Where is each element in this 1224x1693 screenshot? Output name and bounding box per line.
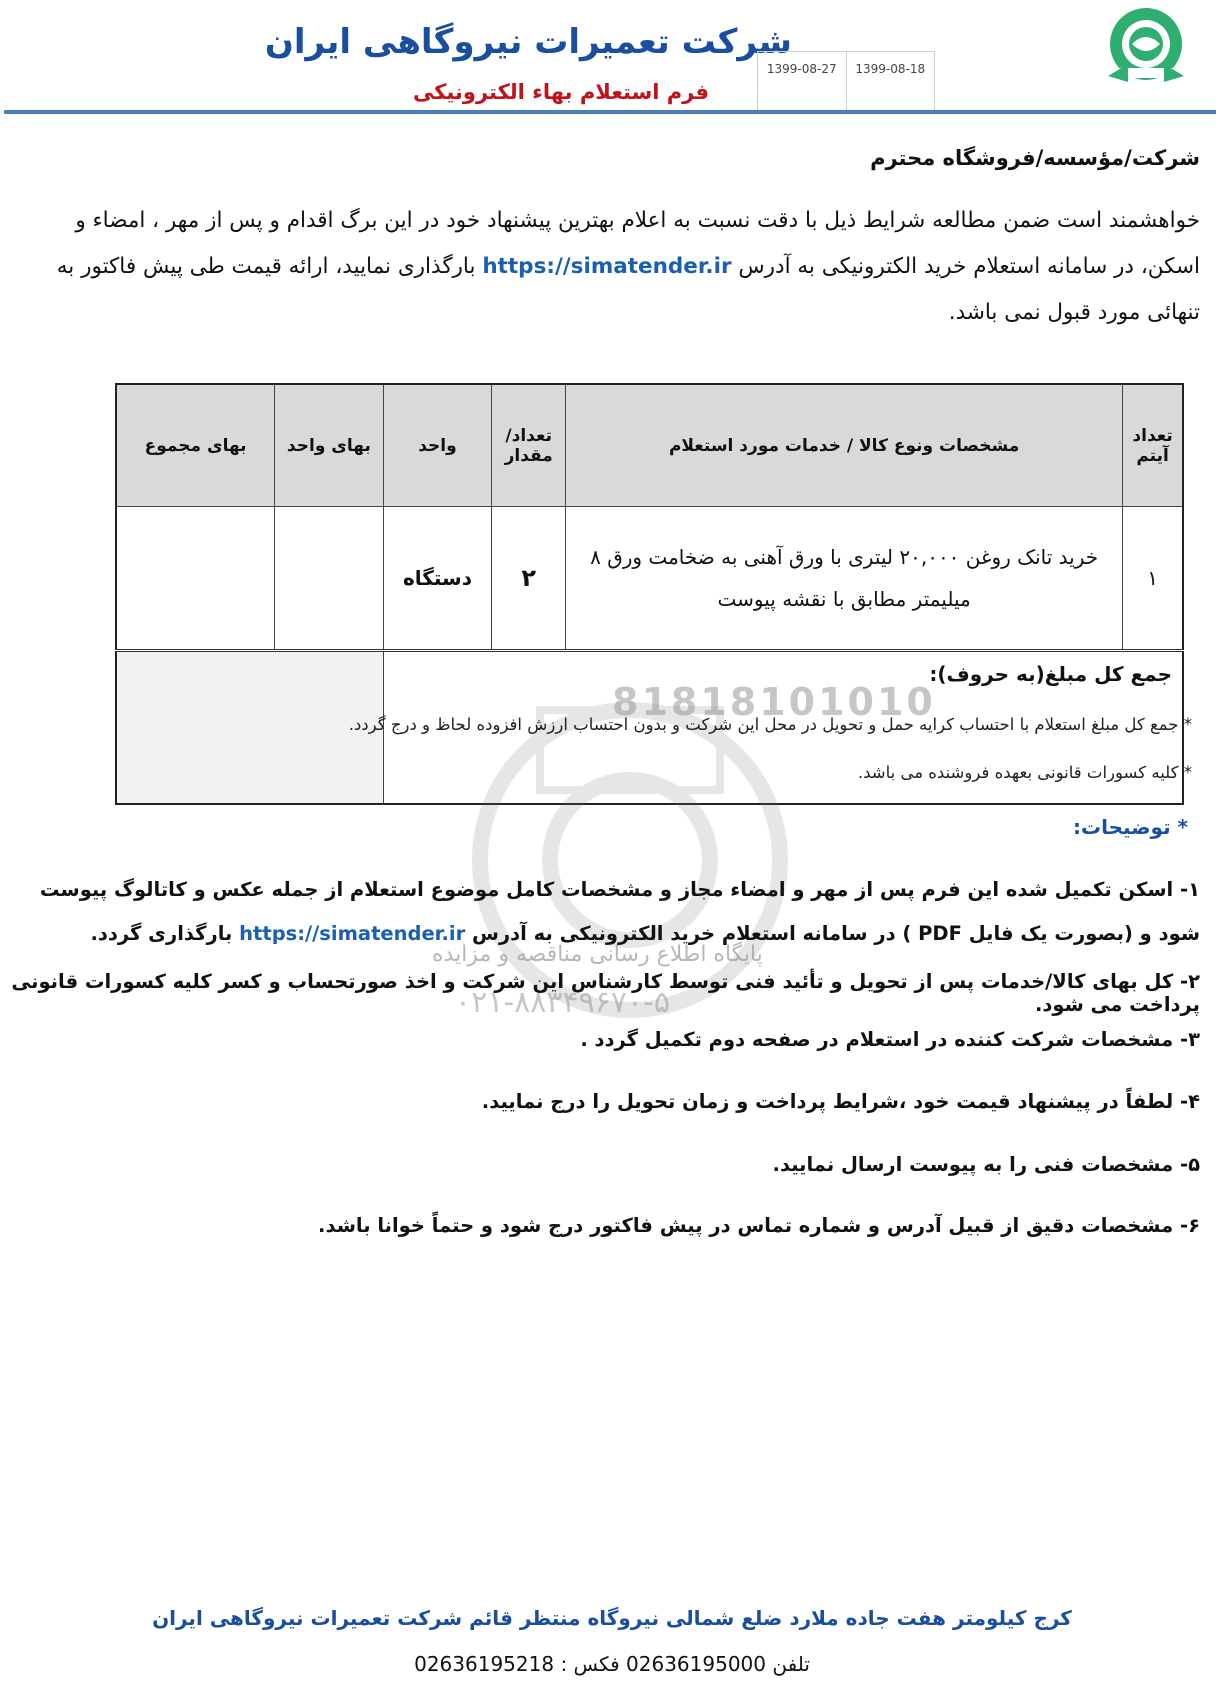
explanation-item: ۶- مشخصات دقیق از قبیل آدرس و شماره تماس در پیش فاکتور درج شود و حتماً خوانا باشد. — [318, 1214, 1200, 1237]
total-label: جمع کل مبلغ(به حروف): — [383, 651, 1183, 805]
intro-link[interactable]: https://simatender.ir — [482, 254, 732, 279]
company-logo — [1088, 6, 1204, 84]
explanation-text: ۱- اسکن تکمیل شده این فرم پس از مهر و امضاء مجاز و مشخصات کامل موضوع استعلام از جمله عکس و کاتالوگ پیوست شود و (بصورت یک فایل PDF ) در سامانه استعلام خرید الکترونیکی به آدرس — [39, 878, 1200, 945]
note-item: * جمع کل مبلغ استعلام با احتساب کرایه حمل و تحویل در محل این شرکت و بدون احتساب ارزش افزوده لحاظ و درج گردد. — [348, 715, 1192, 734]
explanations-heading: * توضیحات: — [1073, 815, 1188, 839]
date-box — [757, 51, 935, 112]
explanation-item: ۳- مشخصات شرکت کننده در استعلام در صفحه دوم تکمیل گردد . — [580, 1028, 1200, 1051]
date-cell: 1399-08-18 — [855, 62, 926, 76]
watermark-text: پایگاه اطلاع رسانی مناقصه و مزایده — [432, 942, 763, 967]
total-amount-field[interactable] — [116, 651, 383, 805]
intro-text: خواهشمند است ضمن مطالعه شرایط ذیل با دقت نسبت به اعلام بهترین پیشنهاد خود در این برگ اقدام و پس از مهر ، امضاء و اسکن، در سامانه استعلام خرید الکترونیکی به آدرس — [75, 208, 1200, 279]
cell-description: خرید تانک روغن ۲۰,۰۰۰ لیتری با ورق آهنی به ضخامت ورق ۸ میلیمتر مطابق با نقشه پیوست — [566, 507, 1123, 651]
cell-quantity: ۲ — [492, 507, 566, 651]
header-item: تعداد آیتم — [1123, 384, 1183, 507]
header-total-price: بهای مجموع — [116, 384, 275, 507]
header-unit-price: بهای واحد — [275, 384, 383, 507]
footer-phone: تلفن 02636195000 فکس : 02636195218 — [414, 1652, 810, 1676]
footer-address: کرج کیلومتر هفت جاده ملارد ضلع شمالی نیروگاه منتظر قائم شرکت تعمیرات نیروگاهی ایران — [152, 1606, 1072, 1630]
explanation-text: بارگذاری گردد. — [90, 922, 240, 945]
watermark-phone: ۰۲۱-۸۸۳۴۹۶۷۰-۵ — [455, 985, 671, 1020]
intro-text: بارگذاری نمایید، ارائه قیمت طی پیش فاکتور به تنهائی مورد قبول نمی باشد. — [56, 254, 1200, 325]
table-header-row — [116, 384, 1183, 507]
explanation-item: ۵- مشخصات فنی را به پیوست ارسال نمایید. — [772, 1153, 1200, 1176]
cell-unit-price[interactable] — [275, 507, 383, 651]
header-unit: واحد — [383, 384, 492, 507]
explanation-link[interactable]: https://simatender.ir — [239, 922, 466, 945]
cell-total-price[interactable] — [116, 507, 275, 651]
header-description: مشخصات ونوع کالا / خدمات مورد استعلام — [566, 384, 1123, 507]
cell-unit: دستگاه — [383, 507, 492, 651]
watermark-number: 81818101010 — [612, 680, 936, 724]
intro-paragraph — [32, 198, 1200, 336]
salutation: شرکت/مؤسسه/فروشگاه محترم — [870, 146, 1200, 170]
table-row — [116, 507, 1183, 651]
note-item: * کلیه کسورات قانونی بعهده فروشنده می باشد. — [857, 763, 1192, 782]
date-cell: 1399-08-27 — [758, 52, 847, 111]
company-title: شرکت تعمیرات نیروگاهی ایران — [264, 22, 792, 62]
header-quantity: تعداد/ مقدار — [492, 384, 566, 507]
explanation-item — [24, 868, 1200, 956]
cell-item: ۱ — [1123, 507, 1183, 651]
form-subtitle: فرم استعلام بهاء الکترونیکی — [412, 80, 709, 104]
explanation-item: ۲- کل بهای کالا/خدمات پس از تحویل و تأئید فنی توسط کارشناس این شرکت و اخذ صورتحساب و کسر کلیه کسورات قانونی پرداخت می شود. — [11, 970, 1200, 1016]
header-divider — [4, 110, 1216, 114]
explanation-item: ۴- لطفاً در پیشنهاد قیمت خود ،شرایط پرداخت و زمان تحویل را درج نمایید. — [481, 1090, 1200, 1113]
